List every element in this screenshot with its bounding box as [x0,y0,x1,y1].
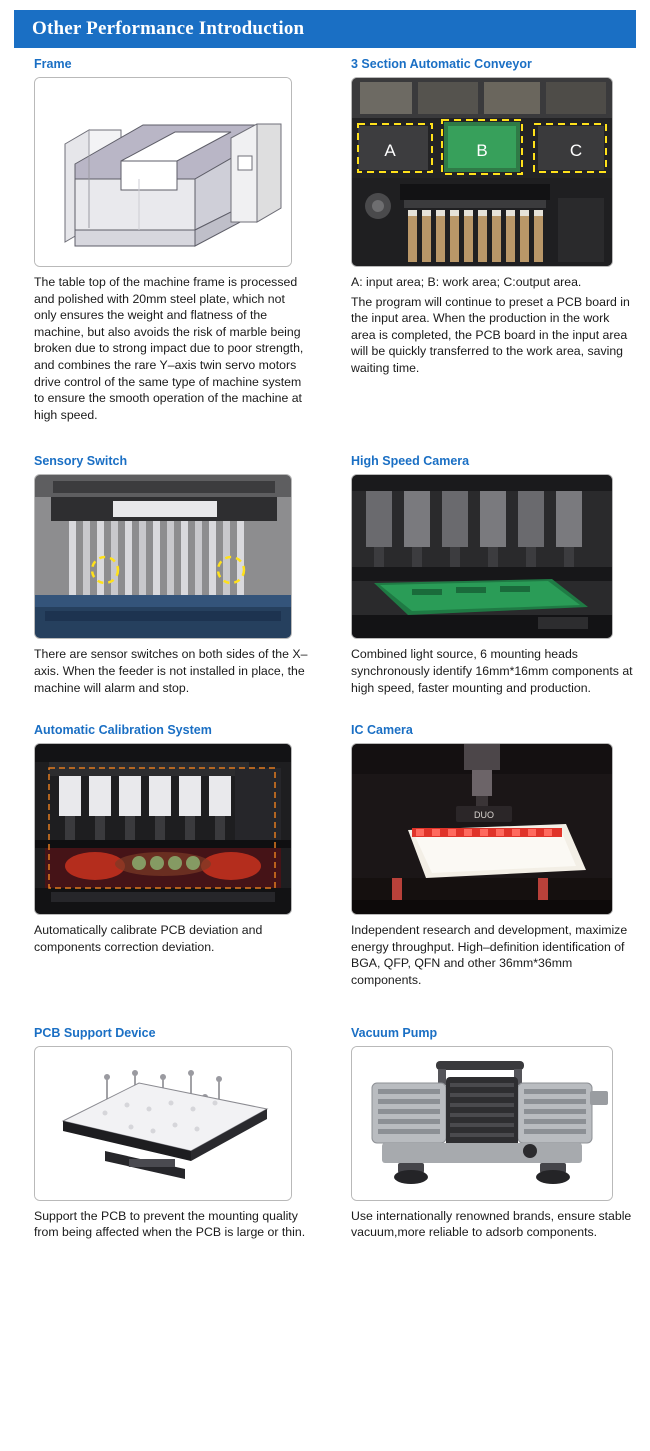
section-pcb-support-device [0,1025,325,1241]
section-frame [0,56,325,423]
page-title: Other Performance Introduction [32,18,305,39]
section-high-speed-camera [325,453,650,696]
section-sensory-switch [0,453,325,696]
section-title-ic-camera: IC Camera [351,723,413,738]
section-conveyor [325,56,650,423]
section-title-automatic-calibration: Automatic Calibration System [34,723,212,738]
automatic-calibration-caption: Automatically calibrate PCB deviation and components correction deviation. [34,923,263,954]
content-row-2 [0,453,650,696]
three-section-conveyor-photo-svg [352,78,612,266]
section-title-frame: Frame [34,57,72,71]
section-title-high-speed-camera: High Speed Camera [351,454,470,469]
sensory-switch-photo-svg [35,475,291,638]
vacuum-pump-photo-svg [352,1047,612,1200]
ic-camera-photo-svg [352,744,612,914]
automatic-calibration-figure [34,743,292,915]
sensory-switch-figure [34,474,292,639]
section-title-conveyor: 3 Section Automatic Conveyor [351,57,532,71]
high-speed-camera-caption: Combined light source, 6 mounting heads synchronously identify 16mm*16mm components at high speed, faster mounting and production. [351,647,633,695]
page-header-banner [14,10,636,48]
high-speed-camera-photo-svg [352,475,612,638]
vacuum-pump-caption: Use internationally renowned brands, ensure stable vacuum,more reliable to adsorb components. [351,1208,632,1240]
section-automatic-calibration [0,722,325,988]
sensory-switch-caption: There are sensor switches on both sides of the X–axis. When the feeder is not installed in place, the machine will alarm and stop. [34,647,308,695]
frame-caption: The table top of the machine frame is processed and polished with 20mm steel plate, which not only ensures the weight and flatness of the machine, but also avoids the risk of marble being broken due to strong impact due to poor strength, and combines the rare Y–axis twin servo motors drive control of the same type of machine system to ensure the smooth operation of the machine at high speed. [34,275,304,422]
svg-text:DUO: DUO [474,810,494,821]
section-title-vacuum-pump: Vacuum Pump [351,1025,438,1040]
ic-camera-caption: Independent research and development, maximize energy throughput. High–definition identification of BGA, QFP, QFN and other 36mm*36mm components. [351,923,628,987]
machine-frame-diagram-svg [35,78,291,266]
content-row-4 [0,1025,650,1241]
conveyor-label-c: C [569,141,583,160]
frame-figure [34,77,292,267]
conveyor-caption-line1: A: input area; B: work area; C:output area. [351,275,582,289]
conveyor-caption: The program will continue to preset a PCB board in the input area. When the production in the work area is completed, the PCB board in the input area will be quickly transferred to the work area, saving waiting time. [351,294,630,375]
vacuum-pump-figure [351,1046,613,1201]
high-speed-camera-figure [351,474,613,639]
conveyor-label-b: B [476,141,488,160]
content-row-3 [0,722,650,988]
conveyor-figure [351,77,613,267]
conveyor-label-a: A [384,141,396,160]
content-row-1 [0,56,650,423]
pcb-support-device-caption: Support the PCB to prevent the mounting quality from being affected when the PCB is large or thin. [34,1208,306,1240]
content-grid [0,56,650,1241]
pcb-support-device-diagram-svg [35,1047,291,1200]
section-vacuum-pump [325,1025,650,1241]
section-title-pcb-support-device: PCB Support Device [34,1025,156,1040]
section-ic-camera [325,722,650,988]
pcb-support-device-figure [34,1046,292,1201]
automatic-calibration-photo-svg [35,744,291,914]
ic-camera-figure [351,743,613,915]
section-title-sensory-switch: Sensory Switch [34,454,128,469]
